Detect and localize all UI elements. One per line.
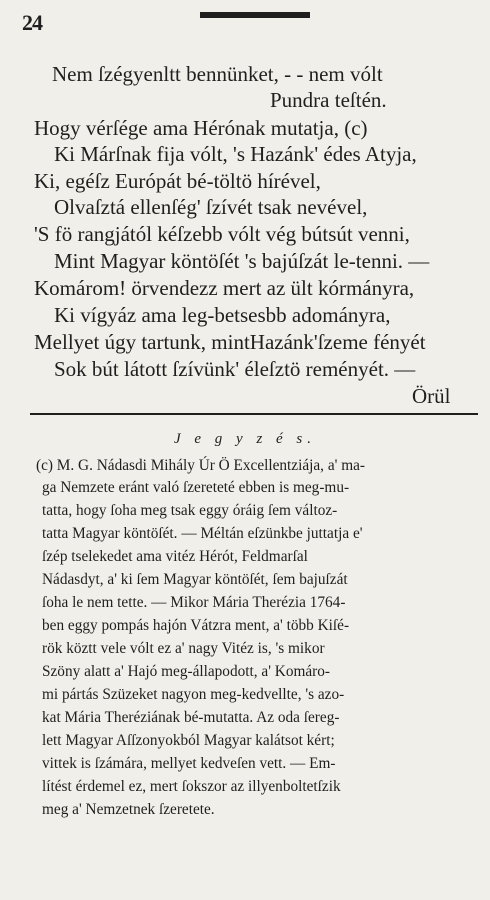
footnote-line: tatta Magyar köntöſét. — Méltán eſzünkbe juttatja e' xyxy=(42,525,363,542)
footnote-line: rök köztt vele vólt ez a' nagy Vitéz is, 's mikor xyxy=(42,640,325,657)
footnote-line: Nádasdyt, a' ki ſem Magyar köntöſét, ſem bajuſzát xyxy=(42,571,348,588)
separator-rule xyxy=(30,413,478,415)
poem-line: Ki Márſnak fija vólt, 's Hazánk' édes Atyja, xyxy=(54,142,417,166)
footnote-line: vittek is ſzámára, mellyet kedveſen vett. — Em- xyxy=(42,755,336,772)
header-rule xyxy=(200,12,310,18)
poem-line: Olvaſztá ellenſég' ſzívét tsak nevével, xyxy=(54,195,368,219)
poem-line: Komárom! örvendezz mert az ült kórmányra, xyxy=(34,276,415,300)
footnote-line: Szöny alatt a' Hajó meg-állapodott, a' Komáro- xyxy=(42,663,330,680)
footnote-line: ga Nemzete eránt való ſzereteté ebben is meg-mu- xyxy=(42,479,350,496)
footnote-line: mi pártás Szüzeket nagyon meg-kedvellte, 's azo- xyxy=(42,686,345,703)
poem-line: Ki vígyáz ama leg-betsesbb adományra, xyxy=(54,303,391,327)
poem-line: Sok bút látott ſzívünk' éleſztö reményét. — xyxy=(54,357,416,381)
footnote-line: ſoha le nem tette. — Mikor Mária Therézia 1764- xyxy=(42,594,346,611)
footnote-line: ſzép tselekedet ama vitéz Hérót, Feldmarſal xyxy=(42,548,308,565)
footnote-line: lítést érdemel ez, mert ſokszor az illyenboltetſzik xyxy=(42,778,341,795)
catchword: Örül xyxy=(412,384,451,408)
poem-line: Mellyet úgy tartunk, mintHazánk'ſzeme fényét xyxy=(34,330,426,354)
footnote-line: tatta, hogy ſoha meg tsak eggy óráig ſem változ- xyxy=(42,502,338,519)
poem-line: Mint Magyar köntöſét 's bajúſzát le-tenni. — xyxy=(54,249,430,273)
footnote-line: (c) M. G. Nádasdi Mihály Úr Ö Excellentziája, a' ma- xyxy=(36,457,365,474)
notes-heading: J e g y z é s. xyxy=(173,431,317,447)
footnote-line: kat Mária Theréziának bé-mutatta. Az oda ſereg- xyxy=(42,709,340,726)
footnote-line: lett Magyar Aſſzonyokból Magyar kalátsot kért; xyxy=(42,732,335,749)
page-number: 24 xyxy=(22,10,42,35)
poem-line: Pundra teſtén. xyxy=(270,88,387,112)
footnote-line: meg a' Nemzetnek ſzeretete. xyxy=(42,801,215,818)
poem-line: Hogy vérſége ama Hérónak mutatja, (c) xyxy=(34,116,368,140)
footnote-line: ben eggy pompás hajón Vátzra ment, a' több Kiſé- xyxy=(42,617,350,634)
poem-line: 'S fö rangjától kéſzebb vólt vég bútsút venni, xyxy=(34,222,410,246)
poem-line: Nem ſzégyenltt bennünket, - - nem vólt xyxy=(52,62,383,86)
poem-line: Ki, egéſz Európát bé-töltö hírével, xyxy=(34,169,321,193)
